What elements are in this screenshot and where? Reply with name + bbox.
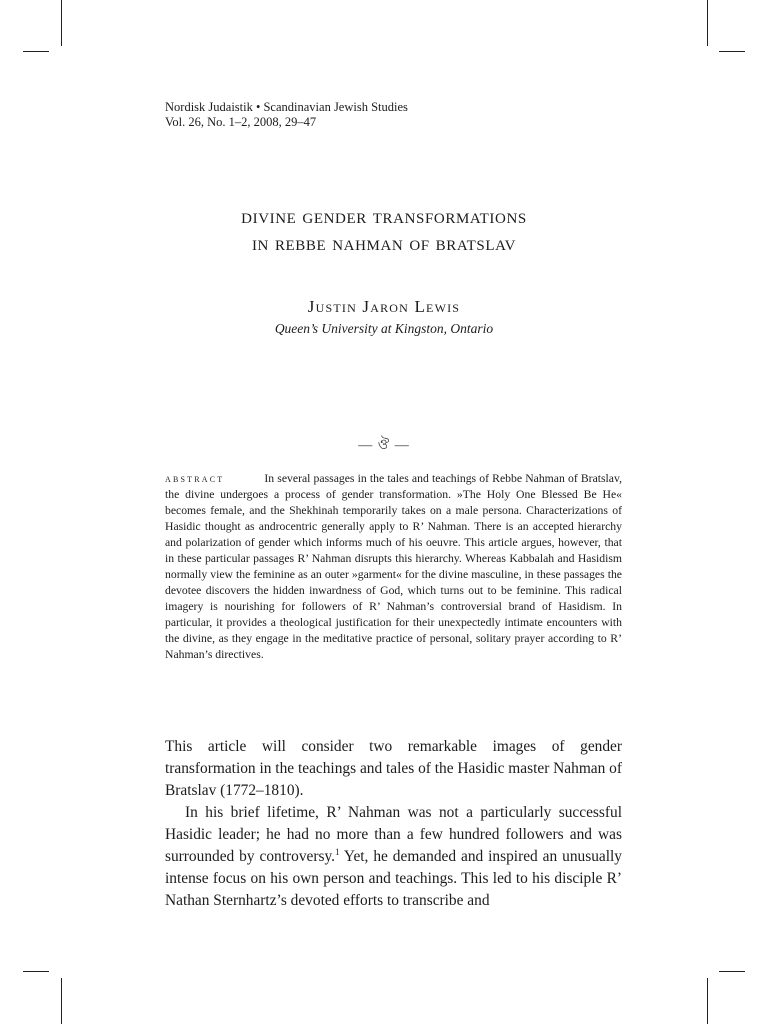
journal-header xyxy=(165,100,408,130)
journal-volume: Vol. 26, No. 1–2, 2008, 29–47 xyxy=(165,115,317,129)
abstract xyxy=(165,471,622,663)
crop-mark-bottom-right-horizontal xyxy=(719,971,745,972)
body-paragraph-2-part-2: Yet, he demanded and inspired an unusually intense focus on his own person and teachings. This led to his disciple R’ Nathan Sternhartz’s devoted efforts to transcribe and xyxy=(165,848,622,909)
crop-mark-top-left-vertical xyxy=(61,0,62,46)
footnote-reference[interactable]: 1 xyxy=(335,846,340,857)
abstract-label: abstract xyxy=(165,472,225,485)
crop-mark-top-right-horizontal xyxy=(719,51,745,52)
author-name: Justin Jaron Lewis xyxy=(307,297,461,316)
crop-mark-bottom-right-vertical xyxy=(707,978,708,1024)
section-ornament: — ঔ — xyxy=(358,438,410,453)
crop-mark-bottom-left-horizontal xyxy=(23,971,49,972)
body-paragraph-1: This article will consider two remarkable images of gender transformation in the teachings and tales of the Hasidic master Nahman of Bratslav (1772–1810). xyxy=(165,738,622,799)
crop-mark-bottom-left-vertical xyxy=(61,978,62,1024)
article-body xyxy=(165,736,622,912)
body-paragraph-2-part-1: In his brief lifetime, R’ Nahman was not a particularly successful Hasidic leader; he had no more than a few hundred followers and was surrounded by controversy. xyxy=(165,804,622,865)
article-title xyxy=(100,203,668,257)
crop-mark-top-left-horizontal xyxy=(23,51,49,52)
author-affiliation: Queen’s University at Kingston, Ontario xyxy=(274,321,494,336)
title-line-2: in rebbe nahman of bratslav xyxy=(251,231,517,255)
abstract-text: In several passages in the tales and teachings of Rebbe Nahman of Bratslav, the divine undergoes a process of gender transformation. »The Holy One Blessed Be He« becomes female, and the Shekhinah temporarily takes on a male persona. Characterizations of Hasidic thought as androcentric generally apply to R’ Nahman. There is an accepted hierarchy and polarization of gender which informs much of his oeuvre. This article argues, however, that in these particular passages R’ Nahman disrupts this hierarchy. Whereas Kabbalah and Hasidism normally view the feminine as an outer »garment« for the divine masculine, in these passages the devotee discovers the hidden inwardness of God, which turns out to be feminine. This radical imagery is nourishing for followers of R’ Nahman’s controversial brand of Hasidism. In particular, it provides a theological justification for their unexpectedly intimate encounters with the divine, as they engage in the meditative practice of personal, solitary prayer according to R’ Nahman’s directives. xyxy=(165,472,622,661)
journal-name: Nordisk Judaistik • Scandinavian Jewish Studies xyxy=(165,100,408,114)
crop-mark-top-right-vertical xyxy=(707,0,708,46)
body-paragraph-2 xyxy=(165,802,622,912)
title-line-1: divine gender transformations xyxy=(241,204,527,228)
